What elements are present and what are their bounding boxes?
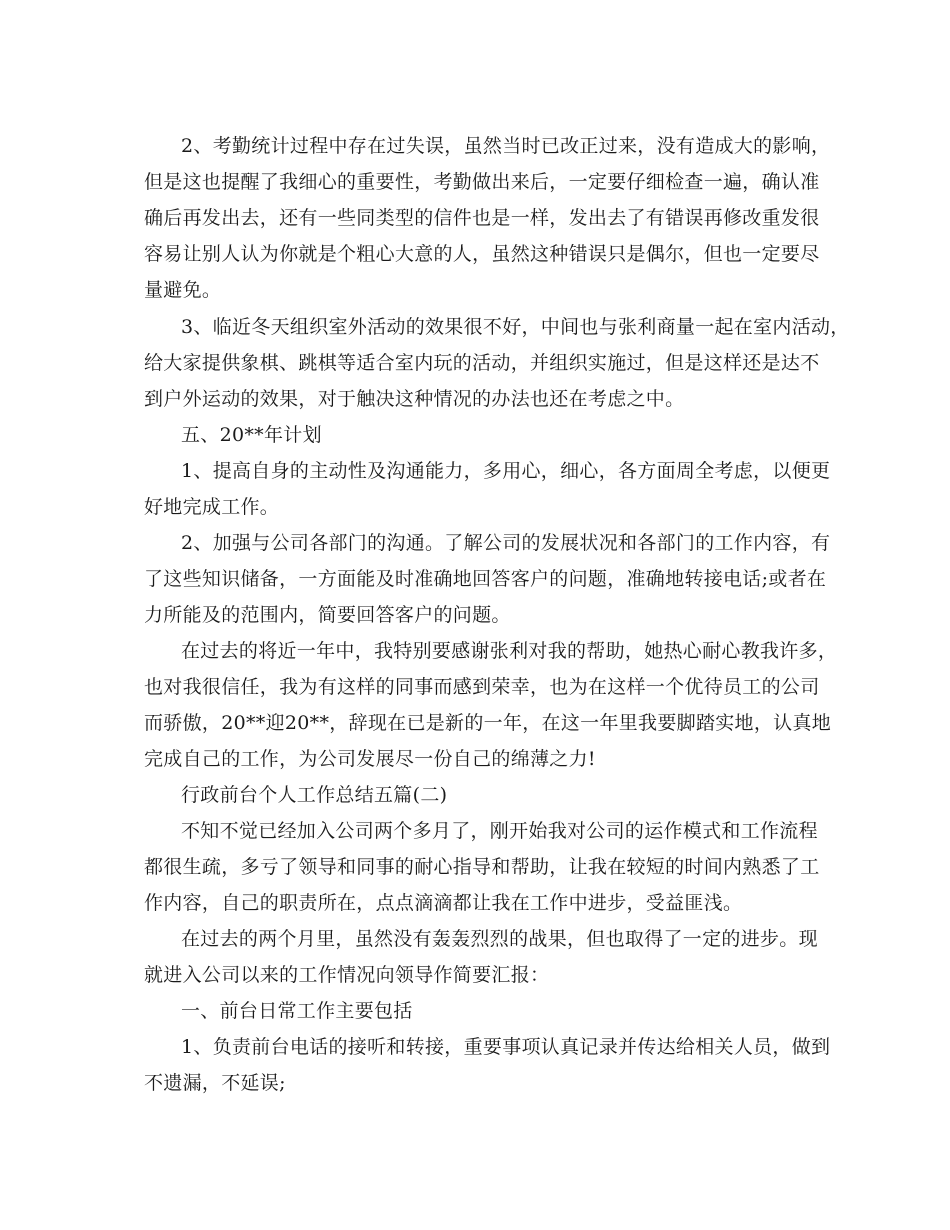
text-line: 完成自己的工作，为公司发展尽一份自己的绵薄之力!: [144, 748, 596, 770]
text-line: 就进入公司以来的工作情况向领导作简要汇报：: [144, 964, 550, 986]
article-subtitle: 行政前台个人工作总结五篇(二): [181, 784, 448, 806]
text-line: 容易让别人认为你就是个粗心大意的人，虽然这种错误只是偶尔，但也一定要尽: [144, 243, 820, 265]
text-line: 也对我很信任，我为有这样的同事而感到荣幸，也为在这样一个优待员工的公司: [144, 676, 820, 698]
text-line: 而骄傲，20**迎20**，辞现在已是新的一年，在这一年里我要脚踏实地，认真地: [144, 712, 832, 734]
text-line: 确后再发出去，还有一些同类型的信件也是一样，发出去了有错误再修改重发很: [144, 207, 820, 229]
text-line: 不知不觉已经加入公司两个多月了，刚开始我对公司的运作模式和工作流程: [181, 820, 818, 842]
section-heading: 五、20**年计划: [181, 424, 322, 446]
text-line: 2、加强与公司各部门的沟通。了解公司的发展状况和各部门的工作内容，有: [181, 532, 831, 554]
section-heading: 一、前台日常工作主要包括: [181, 1000, 413, 1022]
text-line: 作内容，自己的职责所在，点点滴滴都让我在工作中进步，受益匪浅。: [144, 892, 743, 914]
text-line: 2、考勤统计过程中存在过失误，虽然当时已改正过来，没有造成大的影响，: [181, 135, 831, 157]
text-line: 在过去的将近一年中，我特别要感谢张利对我的帮助，她热心耐心教我许多，: [181, 640, 838, 662]
text-line: 量避免。: [144, 279, 222, 301]
text-line: 1、负责前台电话的接听和转接，重要事项认真记录并传达给相关人员，做到: [181, 1036, 831, 1058]
text-line: 都很生疏，多亏了领导和同事的耐心指导和帮助，让我在较短的时间内熟悉了工: [144, 856, 820, 878]
text-line: 了这些知识储备，一方面能及时准确地回答客户的问题，准确地转接电话;或者在: [144, 568, 827, 590]
text-line: 但是这也提醒了我细心的重要性，考勤做出来后，一定要仔细检查一遍，确认准: [144, 171, 820, 193]
text-line: 力所能及的范围内，简要回答客户的问题。: [144, 604, 511, 626]
text-line: 到户外运动的效果，对于触决这种情况的办法也还在考虑之中。: [144, 388, 685, 410]
text-line: 3、临近冬天组织室外活动的效果很不好，中间也与张利商量一起在室内活动，: [181, 316, 850, 338]
text-line: 1、提高自身的主动性及沟通能力，多用心，细心，各方面周全考虑，以便更: [181, 460, 831, 482]
text-line: 给大家提供象棋、跳棋等适合室内玩的活动，并组织实施过，但是这样还是达不: [144, 352, 820, 374]
text-line: 在过去的两个月里，虽然没有轰轰烈烈的战果，但也取得了一定的进步。现: [181, 928, 818, 950]
text-line: 好地完成工作。: [144, 496, 280, 518]
text-line: 不遗漏，不延误;: [144, 1072, 286, 1094]
